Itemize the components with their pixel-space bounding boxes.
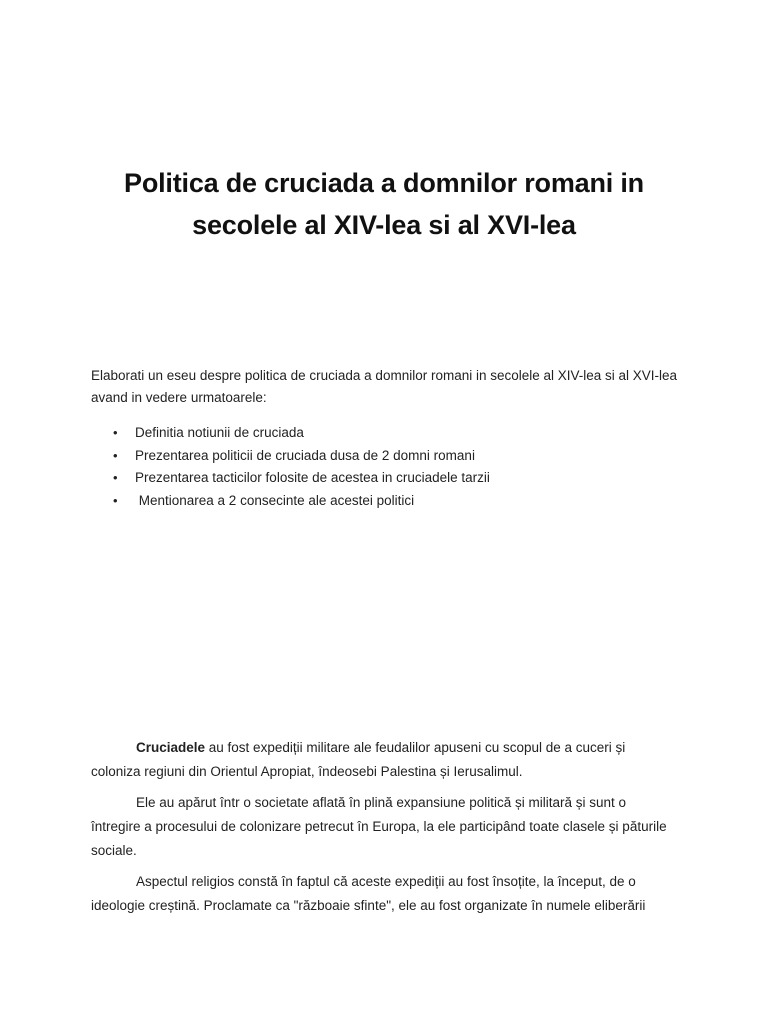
- document-title: [60, 162, 708, 246]
- requirements-list: [91, 422, 681, 512]
- assignment-intro: Elaborati un eseu despre politica de cruciada a domnilor romani in secolele al XIV-lea si al XVI-lea avand in vedere urmatoarele:: [91, 368, 678, 405]
- list-item: [91, 422, 681, 445]
- bullet-icon: •: [113, 425, 118, 440]
- bullet-icon: •: [113, 492, 118, 508]
- essay-paragraph-1: [91, 736, 671, 784]
- essay-paragraph-1-text: au fost expediții militare ale feudalilor apuseni cu scopul de a cuceri și coloniza regiuni din Orientul Apropiat, îndeosebi Palestina și Ierusalimul.: [91, 740, 626, 779]
- list-item-text: Mentionarea a 2 consecinte ale acestei politici: [135, 492, 415, 508]
- list-item-text: Prezentarea tacticilor folosite de acestea in cruciadele tarzii: [135, 470, 490, 485]
- list-item-text: Prezentarea politicii de cruciada dusa de 2 domni romani: [135, 447, 475, 463]
- bullet-icon: •: [113, 470, 118, 485]
- bullet-icon: •: [113, 447, 118, 463]
- essay-paragraph-2: Ele au apărut într o societate aflată în plină expansiune politică și militară și sunt o întregire a procesului de colonizare petrecut în Europa, la ele participând toate clasele și păturile sociale.: [91, 795, 667, 858]
- list-item: [91, 467, 681, 490]
- list-item: [91, 490, 681, 513]
- title-line-1: Politica de cruciada a domnilor romani in: [124, 168, 644, 198]
- essay-paragraph-3: Aspectul religios constă în faptul că aceste expediții au fost însoțite, la început, de o ideologie creștină. Proclamate ca "războaie sfinte", ele au fost organizate în numele eliberării: [91, 874, 646, 913]
- list-item: [91, 445, 681, 468]
- list-item-text: Definitia notiunii de cruciada: [135, 425, 304, 440]
- title-line-2: secolele al XIV-lea si al XVI-lea: [192, 210, 576, 240]
- essay-term-cruciadele: Cruciadele: [136, 740, 206, 755]
- essay-body: [91, 736, 671, 925]
